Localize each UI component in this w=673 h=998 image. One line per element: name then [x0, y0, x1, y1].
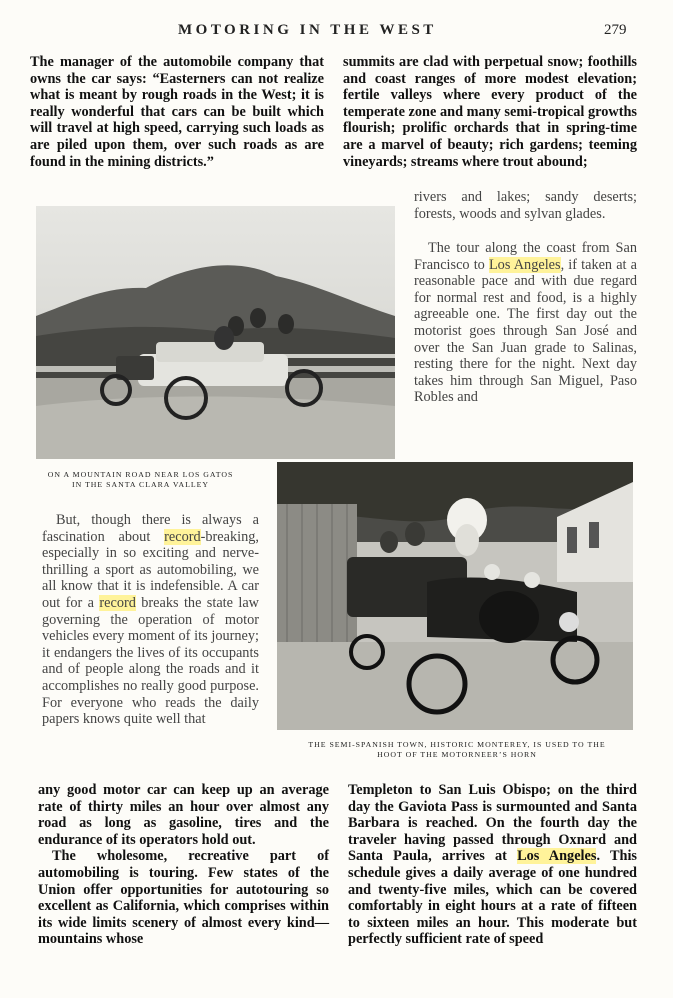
- scenery-text: summits are clad with perpetual snow; foothills and coast ranges of more modest elevation; fertile valleys where every product of the temperate zone and many semi-tropical growths flourish; prolific orchards that in spring-time are a marvel of beauty; rich gardens; teeming vineyards; streams where trout abound;: [343, 54, 637, 170]
- highlight-record-2: record: [99, 594, 136, 611]
- left-column-middle-paragraph: [42, 512, 259, 728]
- page-number: 279: [604, 22, 627, 38]
- tour-text-2: , if taken at a reasonable pace and with due regard for normal rest and food, is a highly agreeable one. The first day out the motorist goes through San José and over the San Juan grade to Salinas, resting there for the night. Next day takes him through San Miguel, Paso Robles and: [414, 256, 637, 406]
- schedule-text-a: Templeton to San Luis Obispo; on the third day the Gaviota Pass is surmounted and Santa Barbara is reached. On the fourth day the traveler having passed through Oxnard and Santa Paula, arrives at: [348, 782, 637, 865]
- record-paragraph: [42, 512, 259, 728]
- right-column-narrow-a: [414, 189, 637, 222]
- caption-mountain-road-line-2: IN THE SANTA CLARA VALLEY: [71, 480, 209, 489]
- tour-text-1: The tour along the coast from San Francisco to: [414, 240, 637, 273]
- photo-monterey: [277, 462, 633, 730]
- running-title: MOTORING IN THE WEST: [178, 22, 437, 38]
- tour-paragraph: [414, 240, 637, 406]
- caption-monterey: [277, 740, 637, 760]
- right-column-top-paragraph: [343, 54, 637, 170]
- record-text-b: -breaking, especially in so exciting and nerve-thrilling a sport as automobiling, we all know that it is indefensible. A car out for a: [42, 528, 259, 611]
- caption-mountain-road-line-1: ON A MOUNTAIN ROAD NEAR LOS GATOS: [47, 470, 234, 479]
- highlight-los-angeles-1: Los Angeles: [488, 256, 561, 273]
- photo-mountain-road-image: [36, 206, 395, 459]
- running-header: [0, 22, 673, 44]
- highlight-record-1: record: [164, 528, 201, 545]
- schedule-paragraph: [348, 782, 637, 948]
- record-text-c: breaks the state law governing the operation of motor vehicles every moment of its journey; it endangers the lives of its occupants and of people along the roads and it accomplishes no really good purpose. For everyone who reads the daily papers knows quite well that: [42, 594, 259, 728]
- caption-monterey-line-1: THE SEMI-SPANISH TOWN, HISTORIC MONTEREY, IS USED TO THE: [308, 740, 606, 749]
- rivers-text: rivers and lakes; sandy deserts; forests, woods and sylvan glades.: [414, 189, 637, 222]
- manager-quote-text: The manager of the automobile company that owns the car says: “Easterners can not realize what is meant by rough roads in the West; it is really wonderful that cars can be built which will travel at high speed, carrying such loads as are piled upon them, over such roads as are found in the mining districts.”: [30, 54, 324, 170]
- caption-monterey-line-2: HOOT OF THE MOTORNEER’S HORN: [377, 750, 537, 759]
- right-column-bottom: [348, 782, 637, 948]
- photo-monterey-image: [277, 462, 633, 730]
- highlight-los-angeles-2: Los Angeles: [517, 848, 597, 865]
- left-column-top-paragraph: [30, 54, 324, 170]
- right-column-narrow-b: [414, 240, 637, 406]
- touring-text: The wholesome, recreative part of automobiling is touring. Few states of the Union offer opportunities for autotouring so excellent as California, which comprises within its wide limits scenery of almost every kind—mountains whose: [38, 848, 329, 948]
- record-text-a: But, though there is always a fascination about: [42, 512, 259, 545]
- good-car-text: any good motor car can keep up an average rate of thirty miles an hour over almost any road as long as gasoline, tires and the endurance of its operators hold out.: [38, 782, 329, 848]
- schedule-text-b: . This schedule gives a daily average of one hundred and twenty-five miles, which can be covered comfortably in eight hours at a rate of fifteen to sixteen miles an hour. This moderate but perfectly sufficient rate of speed: [348, 848, 637, 948]
- caption-mountain-road: [36, 470, 245, 490]
- left-column-bottom: [38, 782, 329, 948]
- photo-mountain-road: [36, 206, 395, 459]
